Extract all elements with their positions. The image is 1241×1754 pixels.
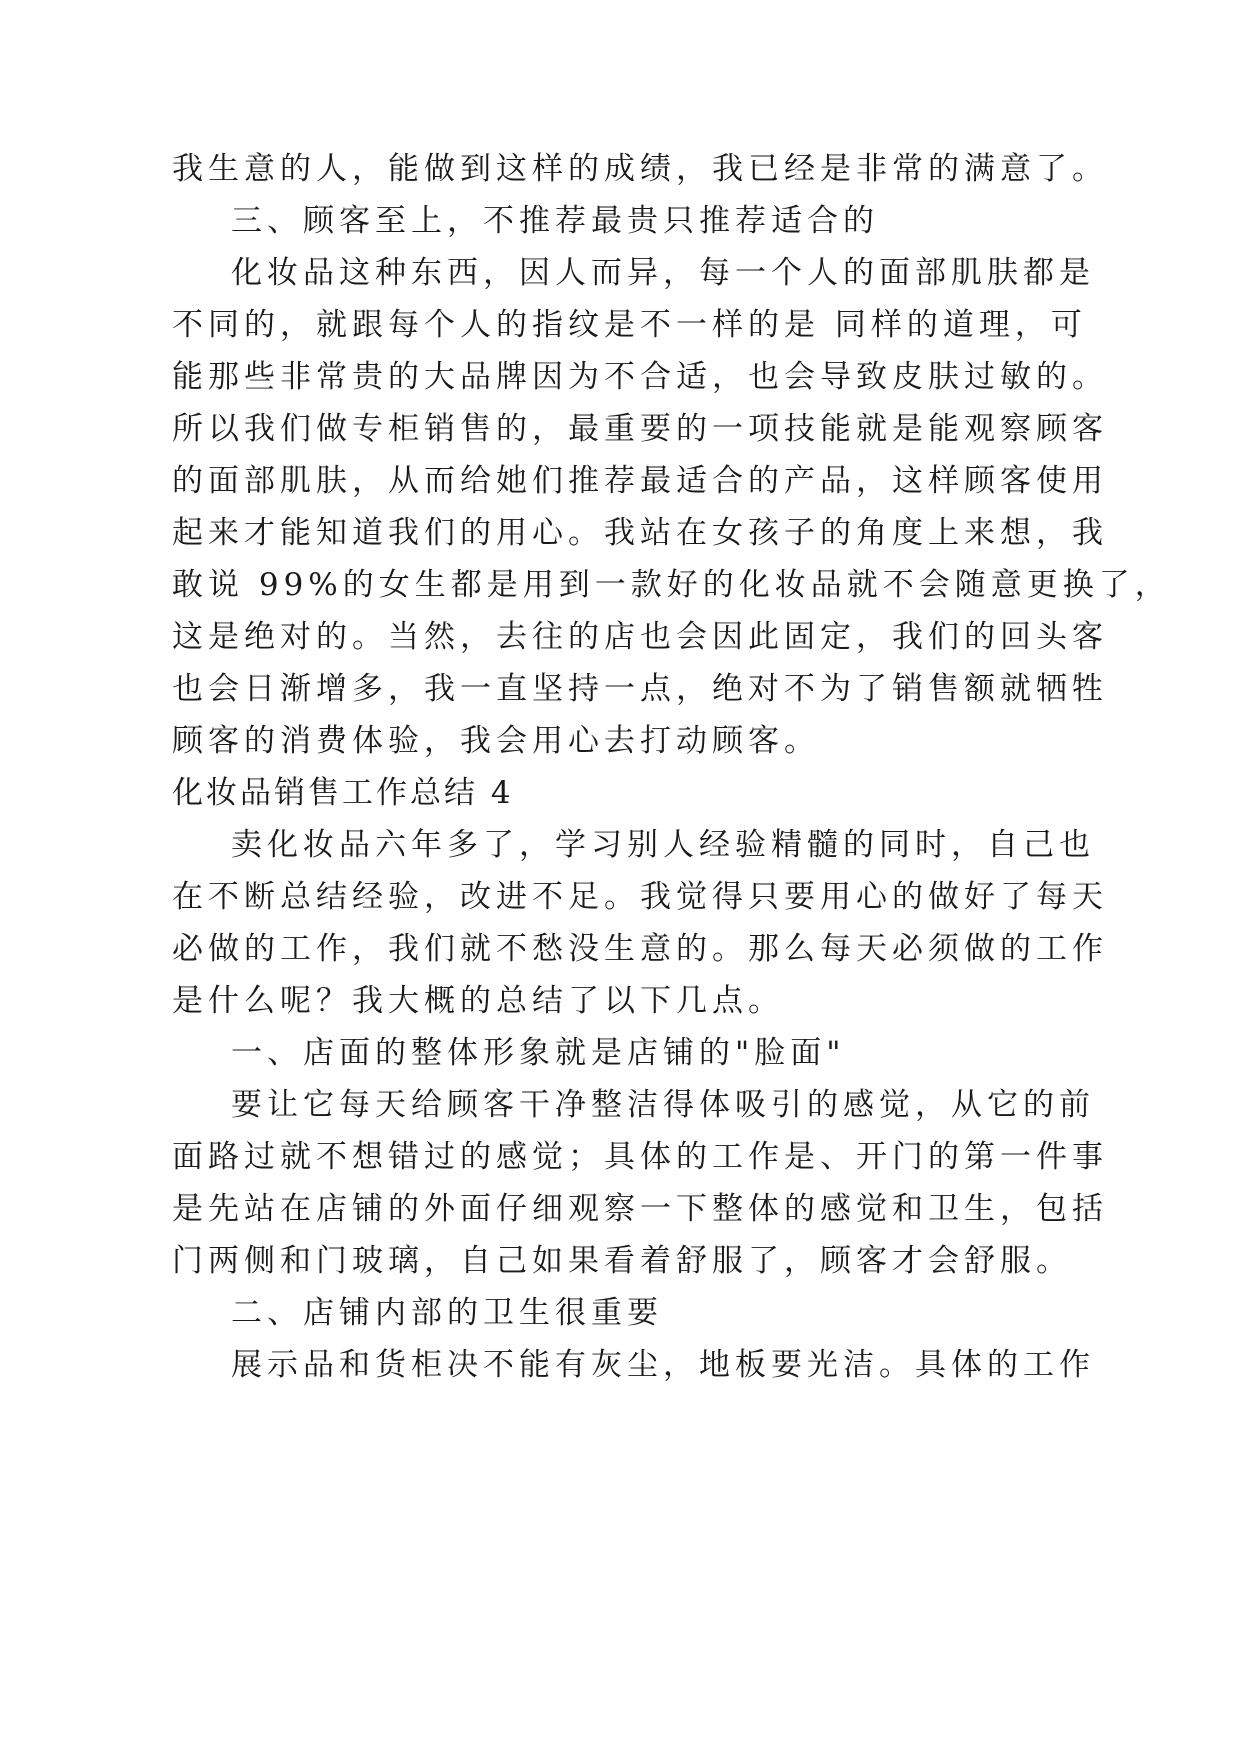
text-line: 化妆品这种东西，因人而异，每一个人的面部肌肤都是 [231, 255, 1095, 291]
text-line: 不同的，就跟每个人的指纹是不一样的是 同样的道理，可 [172, 307, 1087, 343]
text-line: 敢说 99%的女生都是用到一款好的化妆品就不会随意更换了， [172, 567, 1171, 603]
section-heading: 一、店面的整体形象就是店铺的"脸面" [231, 1035, 846, 1071]
text-line: 也会日渐增多，我一直坚持一点，绝对不为了销售额就牺牲 [172, 671, 1108, 707]
text-line: 这是绝对的。当然，去往的店也会因此固定，我们的回头客 [172, 619, 1108, 655]
text-line: 面路过就不想错过的感觉；具体的工作是、开门的第一件事 [172, 1139, 1108, 1175]
section-heading: 二、店铺内部的卫生很重要 [231, 1295, 663, 1331]
text-line: 必做的工作，我们就不愁没生意的。那么每天必须做的工作 [172, 931, 1108, 967]
text-line: 卖化妆品六年多了，学习别人经验精髓的同时，自己也 [231, 827, 1095, 863]
text-line: 能那些非常贵的大品牌因为不合适，也会导致皮肤过敏的。 [172, 359, 1108, 395]
document-heading: 化妆品销售工作总结 4 [172, 775, 514, 811]
text-line: 是什么呢？我大概的总结了以下几点。 [172, 983, 784, 1019]
text-line: 是先站在店铺的外面仔细观察一下整体的感觉和卫生，包括 [172, 1191, 1108, 1227]
text-line: 的面部肌肤，从而给她们推荐最适合的产品，这样顾客使用 [172, 463, 1108, 499]
text-line: 我生意的人，能做到这样的成绩，我已经是非常的满意了。 [172, 151, 1108, 187]
section-heading: 三、顾客至上，不推荐最贵只推荐适合的 [231, 203, 879, 239]
text-line: 要让它每天给顾客干净整洁得体吸引的感觉，从它的前 [231, 1087, 1095, 1123]
text-line: 门两侧和门玻璃，自己如果看着舒服了，顾客才会舒服。 [172, 1243, 1072, 1279]
text-line: 展示品和货柜决不能有灰尘，地板要光洁。具体的工作 [231, 1347, 1095, 1383]
text-line: 所以我们做专柜销售的，最重要的一项技能就是能观察顾客 [172, 411, 1108, 447]
text-line: 起来才能知道我们的用心。我站在女孩子的角度上来想，我 [172, 515, 1108, 551]
text-line: 顾客的消费体验，我会用心去打动顾客。 [172, 723, 820, 759]
text-line: 在不断总结经验，改进不足。我觉得只要用心的做好了每天 [172, 879, 1108, 915]
